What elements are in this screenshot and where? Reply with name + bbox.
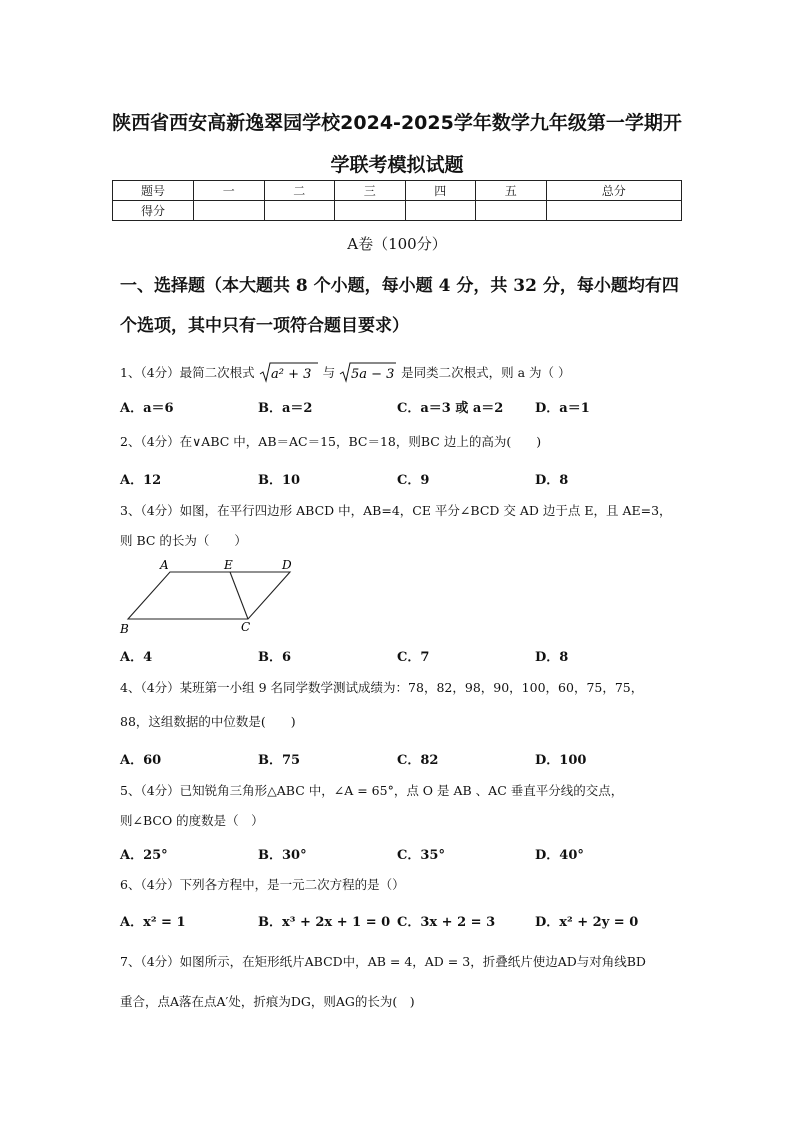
q2-option-c: C．9 bbox=[397, 473, 430, 488]
question-1-mid: 与 bbox=[322, 365, 336, 380]
q2-option-b: B．10 bbox=[258, 473, 301, 488]
q4-option-d: D．100 bbox=[535, 753, 587, 768]
score-cell: 总分 bbox=[546, 181, 682, 201]
vertex-label-e: E bbox=[224, 558, 233, 572]
score-cell: 得分 bbox=[113, 201, 194, 221]
q1-option-c: C．a＝3 或 a＝2 bbox=[397, 401, 504, 416]
question-1 bbox=[120, 360, 570, 387]
q3-option-a: A．4 bbox=[120, 650, 153, 665]
q1-option-a: A．a＝6 bbox=[120, 401, 174, 416]
sqrt-expression-1 bbox=[259, 360, 319, 387]
question-5: 5、（4分）已知锐角三角形△ABC 中，∠A = 65°，点 O 是 AB 、AC 垂直平分线的交点， bbox=[120, 783, 624, 798]
question-1-pre: 1、（4分）最简二次根式 bbox=[120, 365, 255, 380]
vertex-label-d: D bbox=[282, 558, 292, 572]
score-cell: 二 bbox=[264, 181, 335, 201]
q4-option-a: A．60 bbox=[120, 753, 162, 768]
radicand-2: 5a − 3 bbox=[351, 367, 395, 382]
score-table bbox=[112, 180, 682, 221]
question-4: 4、（4分）某班第一小组 9 名同学数学测试成绩为：78，82，98，90，100，60，75，75， bbox=[120, 680, 644, 695]
question-4-line-2: 88，这组数据的中位数是( ) bbox=[120, 714, 296, 729]
score-cell: 三 bbox=[335, 181, 406, 201]
parallelogram-abcd bbox=[128, 572, 290, 619]
score-blank bbox=[546, 201, 682, 221]
question-6: 6、（4分）下列各方程中，是一元二次方程的是（） bbox=[120, 877, 405, 892]
score-blank bbox=[476, 201, 547, 221]
q6-option-c: C．3x + 2 = 3 bbox=[397, 915, 496, 930]
vertex-label-c: C bbox=[241, 620, 251, 634]
q2-option-a: A．12 bbox=[120, 473, 162, 488]
question-7-line-2: 重合，点A落在点A′处，折痕为DG，则AG的长为( ) bbox=[120, 994, 415, 1009]
q3-option-c: C．7 bbox=[397, 650, 430, 665]
vertex-label-b: B bbox=[120, 622, 129, 636]
score-table-score-row bbox=[113, 201, 682, 221]
score-blank bbox=[405, 201, 476, 221]
q4-option-b: B．75 bbox=[258, 753, 301, 768]
score-blank bbox=[335, 201, 406, 221]
question-1-post: 是同类二次根式，则 a 为（ ） bbox=[401, 365, 571, 380]
q6-option-a: A．x² = 1 bbox=[120, 915, 186, 930]
q1-option-b: B．a＝2 bbox=[258, 401, 313, 416]
section-a-heading: A卷（100分） bbox=[347, 235, 447, 253]
score-cell: 五 bbox=[476, 181, 547, 201]
q5-option-c: C．35° bbox=[397, 848, 445, 863]
score-cell: 四 bbox=[405, 181, 476, 201]
exam-title-line-1: 陕西省西安高新逸翠园学校2024-2025学年数学九年级第一学期开 bbox=[112, 112, 682, 134]
q3-option-d: D．8 bbox=[535, 650, 569, 665]
q2-option-d: D．8 bbox=[535, 473, 569, 488]
vertex-label-a: A bbox=[160, 558, 169, 572]
score-cell: 一 bbox=[194, 181, 265, 201]
question-5-line-2: 则∠BCO 的度数是（ ） bbox=[120, 813, 264, 828]
section-one-heading: 一、选择题（本大题共 8 个小题，每小题 4 分，共 32 分，每小题均有四个选项，其中只有一项符合题目要求） bbox=[120, 276, 679, 336]
q5-option-b: B．30° bbox=[258, 848, 307, 863]
q5-option-d: D．40° bbox=[535, 848, 584, 863]
q4-option-c: C．82 bbox=[397, 753, 439, 768]
question-3-line-2: 则 BC 的长为（ ） bbox=[120, 533, 247, 548]
question-7: 7、（4分）如图所示，在矩形纸片ABCD中，AB = 4，AD = 3，折叠纸片使边AD与对角线BD bbox=[120, 954, 646, 969]
q3-option-b: B．6 bbox=[258, 650, 292, 665]
score-blank bbox=[194, 201, 265, 221]
question-3: 3、（4分）如图，在平行四边形 ABCD 中，AB=4，CE 平分∠BCD 交 AD 边于点 E，且 AE=3， bbox=[120, 503, 672, 518]
score-cell: 题号 bbox=[113, 181, 194, 201]
q6-option-b: B．x³ + 2x + 1 = 0 bbox=[258, 915, 391, 930]
score-table-header-row bbox=[113, 181, 682, 201]
radicand-1: a² + 3 bbox=[270, 367, 312, 382]
question-2: 2、（4分）在∨ABC 中，AB＝AC＝15，BC＝18，则BC 边上的高为( ) bbox=[120, 434, 542, 449]
bisector-ce bbox=[230, 572, 248, 619]
q6-option-d: D．x² + 2y = 0 bbox=[535, 915, 639, 930]
exam-title-line-2: 学联考模拟试题 bbox=[330, 154, 464, 176]
score-blank bbox=[264, 201, 335, 221]
parallelogram-figure bbox=[118, 557, 308, 637]
sqrt-expression-2 bbox=[339, 360, 397, 387]
q1-option-d: D．a＝1 bbox=[535, 401, 590, 416]
q5-option-a: A．25° bbox=[120, 848, 168, 863]
